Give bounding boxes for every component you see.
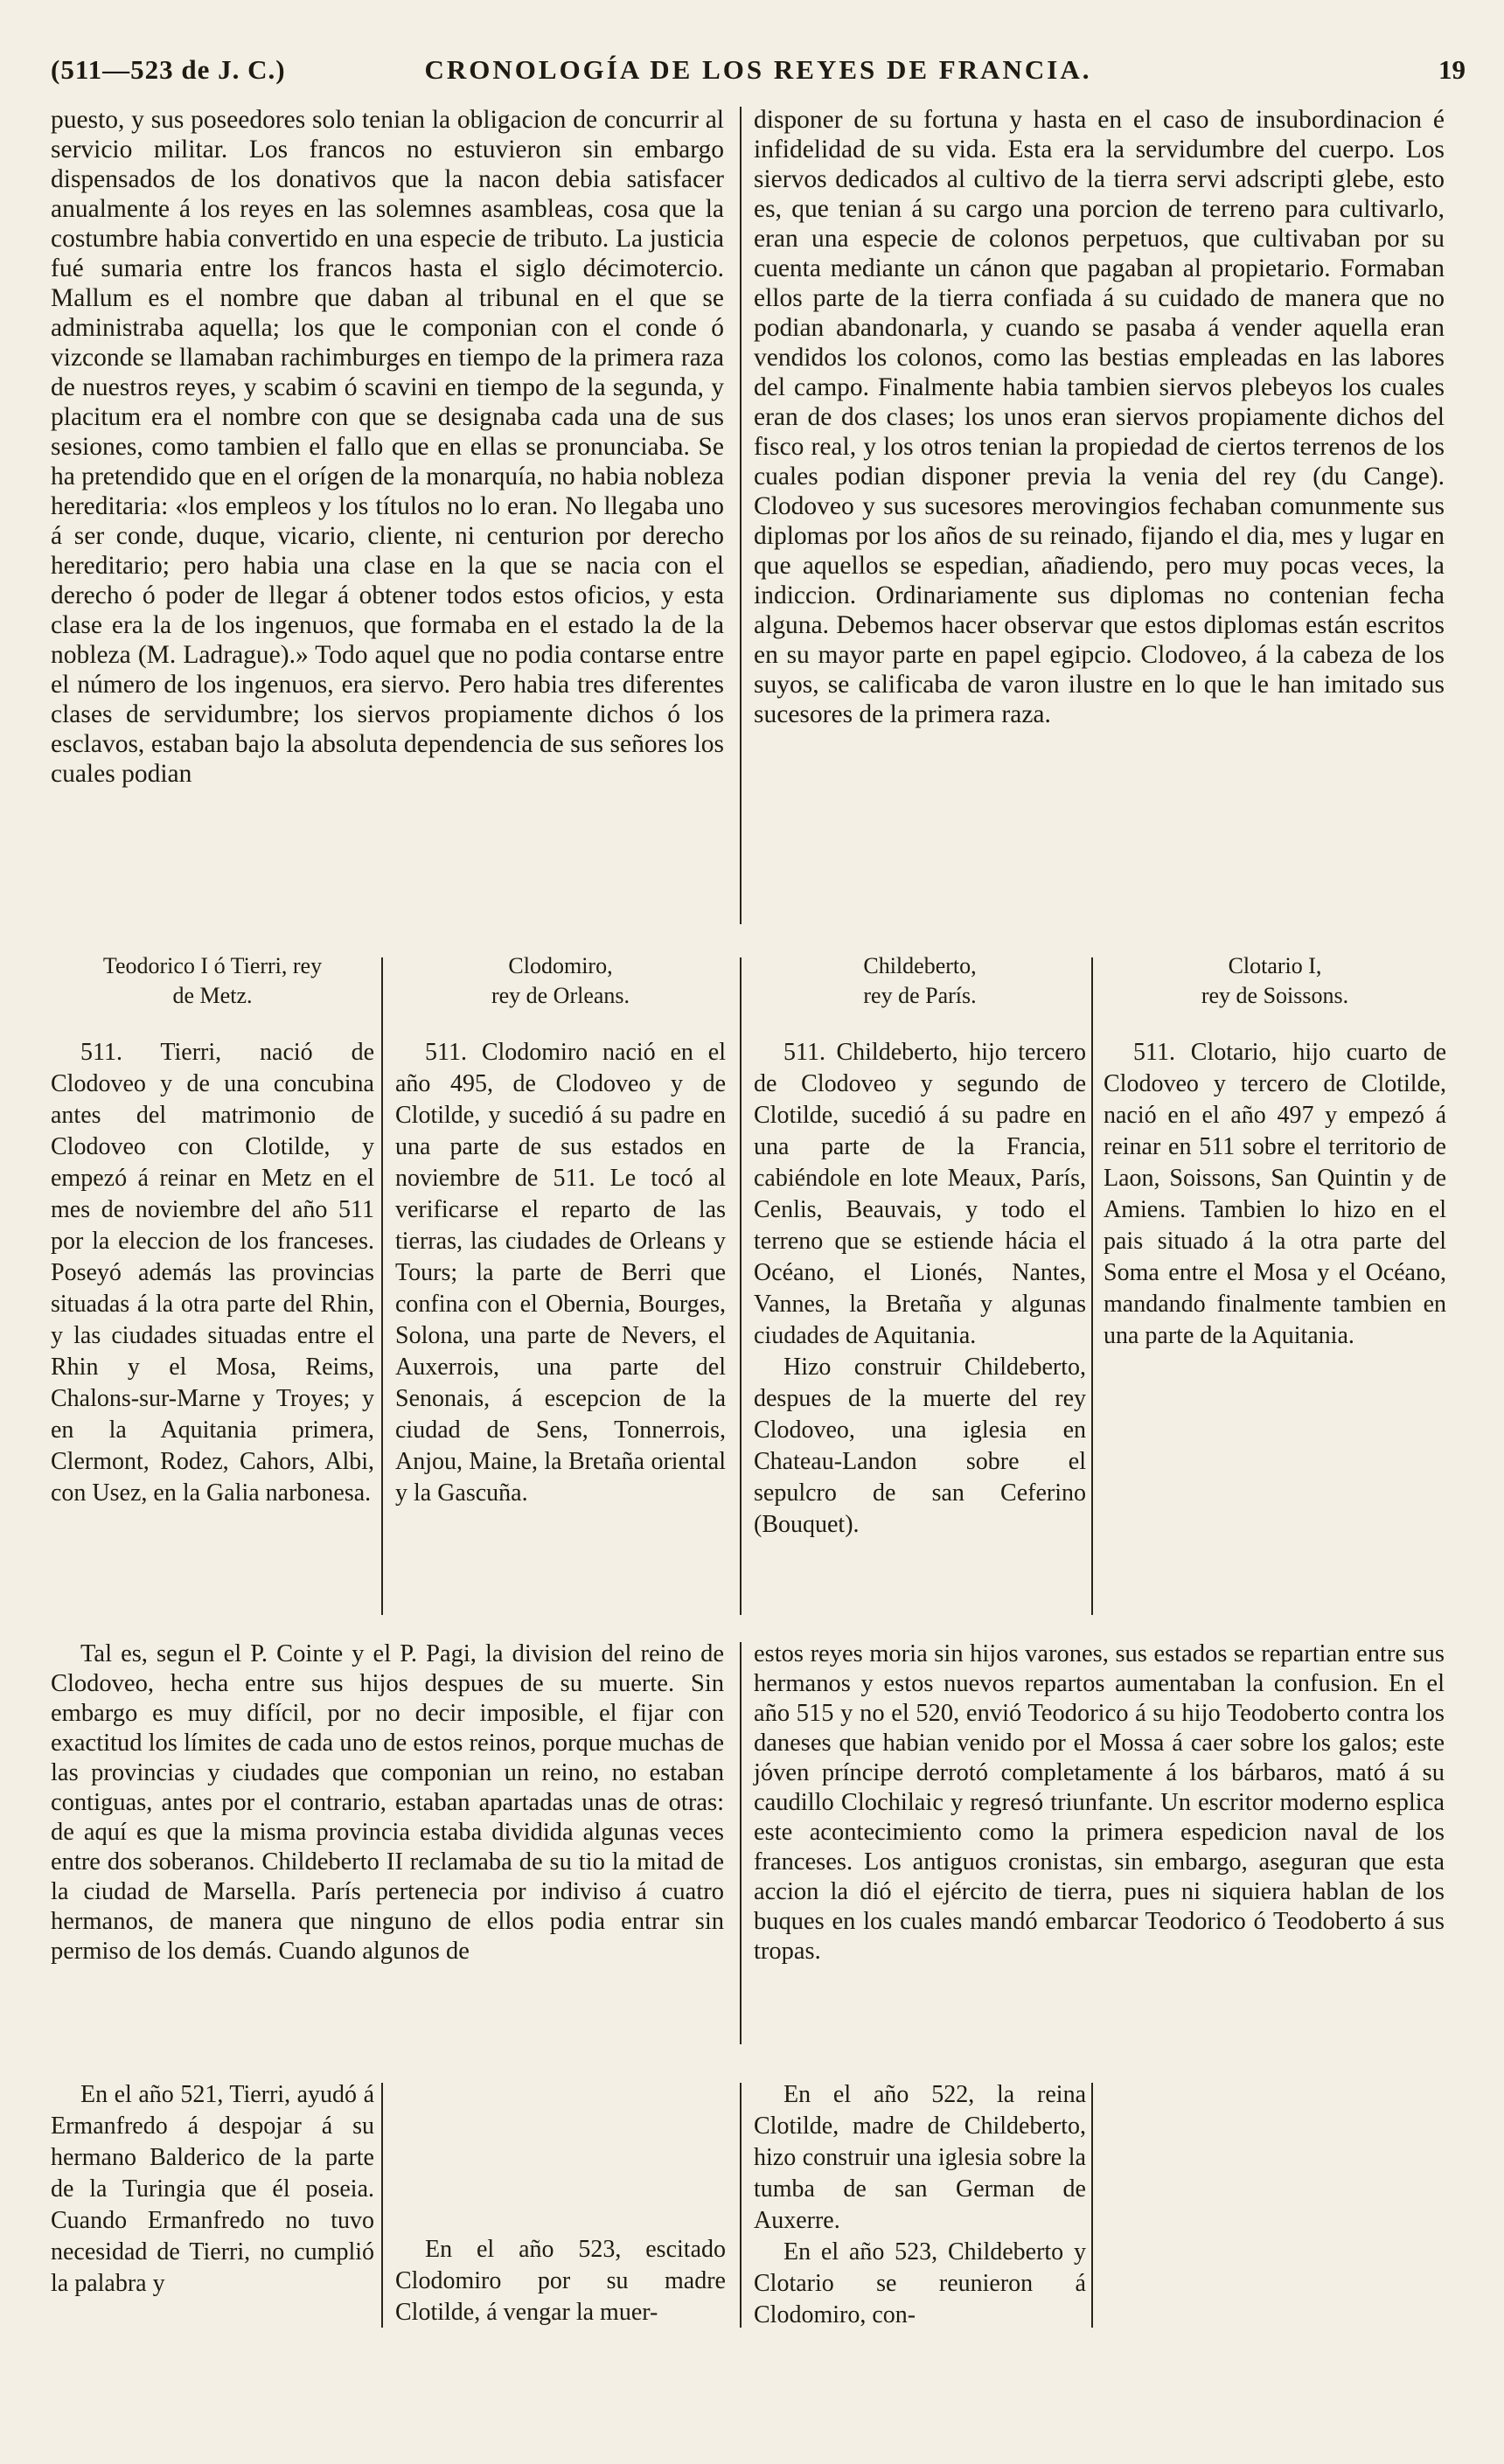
bottom-rule-1	[381, 2083, 383, 2328]
kings-rule-3	[1091, 957, 1093, 1615]
king-column-clodomiro	[395, 951, 726, 1509]
bottom-column-3	[754, 2079, 1086, 2331]
king-text-clotario: 511. Clotario, hijo cuarto de Clodoveo y tercero de Clotilde, nació en el año 497 y empezó á reinar en 511 sobre el territorio de Laon, Soissons, San Quintin y de Amiens. Tambien lo hizo en el pais situado á la otra parte del Soma entre el Mosa y el Océano, mandando finalmente tambien en una parte de la Aquitania.	[1104, 1039, 1446, 1349]
page-title: CRONOLOGÍA DE LOS REYES DE FRANCIA.	[424, 54, 1092, 85]
king-title-clodomiro: Clodomiro, rey de Orleans.	[491, 953, 630, 1008]
bottom-text-2: En el año 523, escitado Clodomiro por su madre Clotilde, á vengar la muer-	[395, 2236, 726, 2326]
bottom-column-2	[395, 2234, 726, 2328]
king-column-teodorico	[51, 951, 374, 1509]
king-title-childeberto: Childeberto, rey de París.	[863, 953, 977, 1008]
date-range: (511—523 de J. C.)	[51, 54, 286, 85]
king-text-clodomiro: 511. Clodomiro nació en el año 495, de Clodoveo y de Clotilde, y sucedió á su padre en una parte de sus estados en noviembre de 511. Le tocó al verificarse el reparto de las tierras, las ciudades de Orleans y Tours; la parte de Berri que confina con el Obernia, Bourges, Solona, una parte de Nevers, el Auxerrois, una parte del Senonais, á escepcion de la ciudad de Sens, Tonnerrois, Anjou, Maine, la Bretaña oriental y la Gascuña.	[395, 1039, 726, 1507]
top-column-rule	[740, 107, 742, 924]
kings-rule-1	[381, 957, 383, 1615]
middle-column-rule	[740, 1642, 742, 2044]
bottom-text-1: En el año 521, Tierri, ayudó á Ermanfredo á despojar á su hermano Balderico de la parte de la Turingia que él poseia. Cuando Ermanfredo no tuvo necesidad de Tierri, no cumplió la palabra y	[51, 2081, 374, 2297]
page-number: 19	[1438, 54, 1466, 85]
bottom-column-1	[51, 2079, 374, 2300]
king-title-teodorico: Teodorico I ó Tierri, rey de Metz.	[102, 953, 323, 1008]
top-left-column	[51, 105, 724, 789]
king-text-childeberto: 511. Childeberto, hijo tercero de Clodoveo y segundo de Clotilde, sucedió á su padre en una parte de la Francia, cabiéndole en lote Meaux, París, Cenlis, Beauvais, y todo el terreno que se estiende hácia el Océano, el Lionés, Nantes, Vannes, la Bretaña y algunas ciudades de Aquitania.	[754, 1039, 1086, 1349]
bottom-rule-3	[1091, 2083, 1093, 2328]
king-title-clotario: Clotario I, rey de Soissons.	[1201, 953, 1349, 1008]
middle-left-text: Tal es, segun el P. Cointe y el P. Pagi, la division del reino de Clodoveo, hecha entre sus hijos despues de su muerte. Sin embargo es muy difícil, por no decir imposible, el fijar con exactitud los límites de cada uno de estos reinos, porque muchas de las provincias y ciudades que componian un reino, no estaban contiguas, antes por el contrario, estaban apartadas unas de otras: de aquí es que la misma provincia estaba dividida algunas veces entre dos soberanos. Childeberto II reclamaba de su tio la mitad de la ciudad de Marsella. París pertenecia por indiviso á cuatro hermanos, de manera que ninguno de ellos podia entrar sin permiso de los demás. Cuando algunos de	[51, 1640, 724, 1965]
page-header	[51, 54, 1466, 98]
middle-left-column	[51, 1639, 724, 1966]
top-left-text: puesto, y sus poseedores solo tenian la obligacion de concurrir al servicio militar. Los francos no estuvieron sin embargo dispensados de los donativos que la nacon debia satisfacer anualmente á los reyes en las solemnes asambleas, cosa que la costumbre habia convertido en una especie de tributo. La justicia fué sumaria entre los francos hasta el siglo décimotercio. Mallum es el nombre que daban al tribunal en el que se administraba aquella; los que le componian con el conde ó vizconde se llamaban rachimburges en tiempo de la primera raza de nuestros reyes, y scabim ó scavini en tiempo de la segunda, y placitum era el nombre con que se designaba cada una de sus sesiones, como tambien el fallo que en ellas se pronunciaba. Se ha pretendido que en el orígen de la monarquía, no habia nobleza hereditaria: «los empleos y los títulos no lo eran. No llegaba uno á ser conde, duque, vicario, cliente, ni centurion por derecho hereditario; pero habia una clase en la que se nacia con el derecho ó poder de llegar á obtener todos estos oficios, y esta clase era la de los ingenuos, que formaba en el estado la de la nobleza (M. Ladrague).» Todo aquel que no podia contarse entre el número de los ingenuos, era siervo. Pero habia tres diferentes clases de servidumbre; los siervos propiamente dichos ó los esclavos, estaban bajo la absoluta dependencia de sus señores los cuales podian	[51, 106, 724, 788]
kings-rule-2	[740, 957, 742, 1615]
top-right-text: disponer de su fortuna y hasta en el caso de insubordinacion é infidelidad de su vida. Esta era la servidumbre del cuerpo. Los siervos dedicados al cultivo de la tierra servi adscripti glebe, esto es, que tenian á su cargo una porcion de terreno para cultivarlo, eran una especie de colonos perpetuos, que cultivaban por su cuenta mediante un cánon que pagaban al propietario. Formaban ellos parte de la tierra confiada á su cuidado de manera que no podian abandonarla, y cuando se pasaba á vender aquella eran vendidos los colonos, como las bestias empleadas en las labores del campo. Finalmente habia tambien siervos plebeyos los cuales eran de dos clases; los unos eran siervos propiamente dichos del fisco real, y los otros tenian la propiedad de ciertos terrenos de los cuales podian disponer previa la venia del rey (du Cange). Clodoveo y sus sucesores merovingios fechaban comunmente sus diplomas por los años de su reinado, fijando el dia, mes y lugar en que aquellos se espedian, añadiendo, pero muy pocas veces, la indiccion. Ordinariamente sus diplomas no contenian fecha alguna. Debemos hacer observar que estos diplomas están escritos en su mayor parte en papel egipcio. Clodoveo, á la cabeza de los suyos, se calificaba de varon ilustre en lo que le han imitado sus sucesores de la primera raza.	[754, 106, 1445, 728]
king-column-childeberto	[754, 951, 1086, 1541]
bottom-rule-2	[740, 2083, 742, 2328]
bottom-text-3b: En el año 523, Childeberto y Clotario se reunieron á Clodomiro, con-	[754, 2238, 1086, 2328]
top-right-column	[754, 105, 1445, 729]
king-text-teodorico: 511. Tierri, nació de Clodoveo y de una concubina antes del matrimonio de Clodoveo con Clotilde, y empezó á reinar en Metz en el mes de noviembre del año 511 por la eleccion de los franceses. Poseyó además las provincias situadas á la otra parte del Rhin, y las ciudades situadas entre el Rhin y el Mosa, Reims, Chalons-sur-Marne y Troyes; y en la Aquitania primera, Clermont, Rodez, Cahors, Albi, con Usez, en la Galia narbonesa.	[51, 1039, 374, 1507]
middle-right-text: estos reyes moria sin hijos varones, sus estados se repartian entre sus hermanos y estos nuevos repartos aumentaban la confusion. En el año 515 y no el 520, envió Teodorico á su hijo Teodoberto contra los daneses que habian venido por el Mossa á caer sobre los galos; este jóven príncipe derrotó completamente á los bárbaros, mató á su caudillo Clochilaic y regresó triunfante. Un escritor moderno esplica este acontecimiento como la primera espedicion naval de los franceses. Los antiguos cronistas, sin embargo, aseguran que esta accion la dió el ejército de tierra, pues ni siquiera hablan de los buques en los cuales mandó embarcar Teodorico ó Teodoberto á sus tropas.	[754, 1640, 1445, 1965]
king-column-clotario	[1104, 951, 1446, 1352]
bottom-text-3a: En el año 522, la reina Clotilde, madre de Childeberto, hizo construir una iglesia sobre la tumba de san German de Auxerre.	[754, 2081, 1086, 2234]
king-text-childeberto-2: Hizo construir Childeberto, despues de la muerte del rey Clodoveo, una iglesia en Chateau-Landon sobre el sepulcro de san Ceferino (Bouquet).	[754, 1354, 1086, 1538]
middle-right-column	[754, 1639, 1445, 1966]
